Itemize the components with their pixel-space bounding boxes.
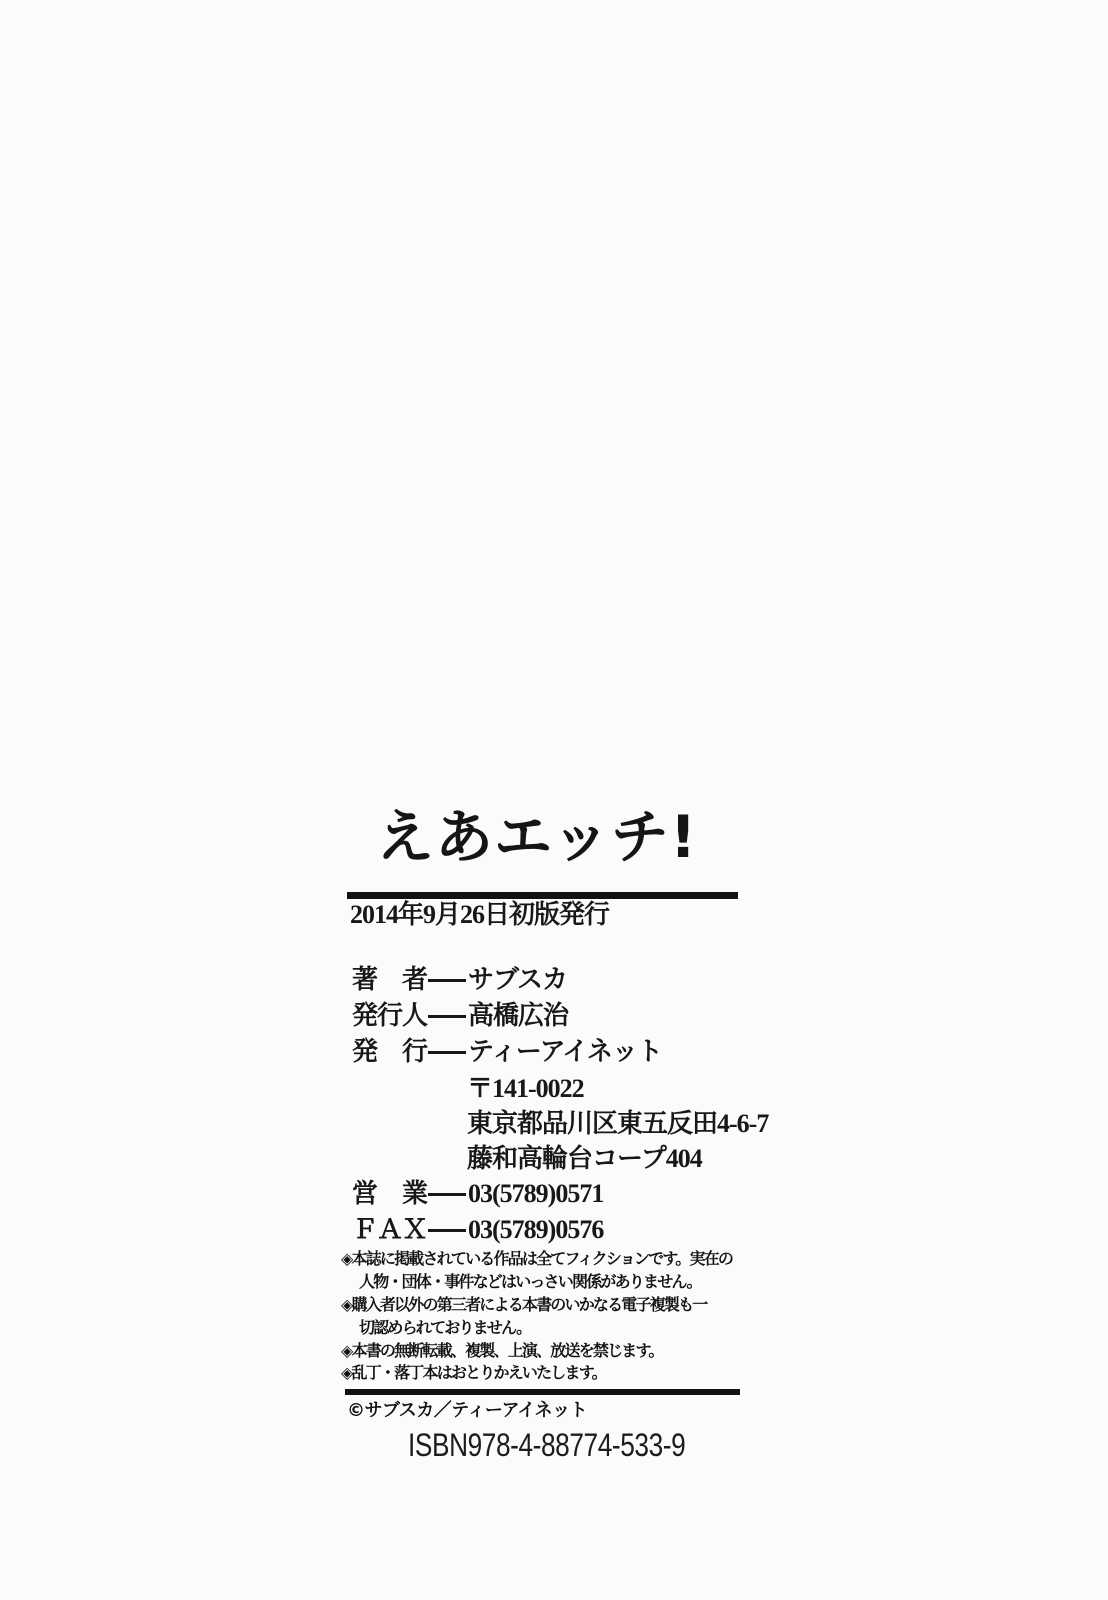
leader-dash [428, 1015, 466, 1018]
colophon-row-fax [352, 1216, 603, 1244]
colophon-row-author [352, 966, 567, 994]
notice-line-reproduction: ◈本書の無断転載、複製、上演、放送を禁じます。 [341, 1341, 663, 1360]
bottom-rule [345, 1389, 740, 1395]
edition-date: 2014年9月26日初版発行 [350, 900, 610, 929]
row-value: サブスカ [468, 965, 567, 994]
leader-dash [428, 1229, 466, 1232]
row-label: 発 行 [352, 1037, 428, 1066]
row-value: ティーアイネット [468, 1037, 663, 1066]
row-value: 高橋広治 [468, 1001, 569, 1030]
address-line-building: 藤和高輪台コープ404 [467, 1144, 702, 1173]
notice-line-digital-copy-cont: 切認められておりません。 [359, 1318, 531, 1337]
address-line-postal: 〒141-0022 [467, 1074, 584, 1103]
leader-dash [428, 979, 466, 982]
row-label: 著 者 [352, 965, 428, 994]
address-line-street: 東京都品川区東五反田4-6-7 [467, 1109, 769, 1138]
row-value: 03(5789)0571 [468, 1179, 604, 1208]
leader-dash [428, 1051, 466, 1054]
row-value: 03(5789)0576 [468, 1215, 604, 1244]
row-label: ＦＡＸ [352, 1215, 428, 1244]
colophon-row-publisher [352, 1038, 662, 1066]
notice-line-fiction-cont: 人物・団体・事件などはいっさい関係がありません。 [359, 1272, 701, 1291]
row-label: 営 業 [352, 1179, 428, 1208]
book-title: えあエッチ! [376, 803, 698, 871]
colophon-row-sales-phone [352, 1180, 603, 1208]
isbn: ISBN978-4-88774-533-9 [408, 1427, 686, 1463]
notice-line-digital-copy: ◈購入者以外の第三者による本書のいかなる電子複製も一 [341, 1295, 707, 1314]
row-label: 発行人 [352, 1001, 428, 1030]
notice-line-fiction: ◈本誌に掲載されている作品は全てフィクションです。実在の [341, 1249, 733, 1268]
leader-dash [428, 1193, 466, 1196]
notice-line-defective-copies: ◈乱丁・落丁本はおとりかえいたします。 [341, 1363, 606, 1382]
title-underline-rule [347, 892, 738, 899]
copyright-line: ©サブスカ／ティーアイネット [347, 1400, 588, 1421]
colophon-row-publisher-person [352, 1002, 568, 1030]
